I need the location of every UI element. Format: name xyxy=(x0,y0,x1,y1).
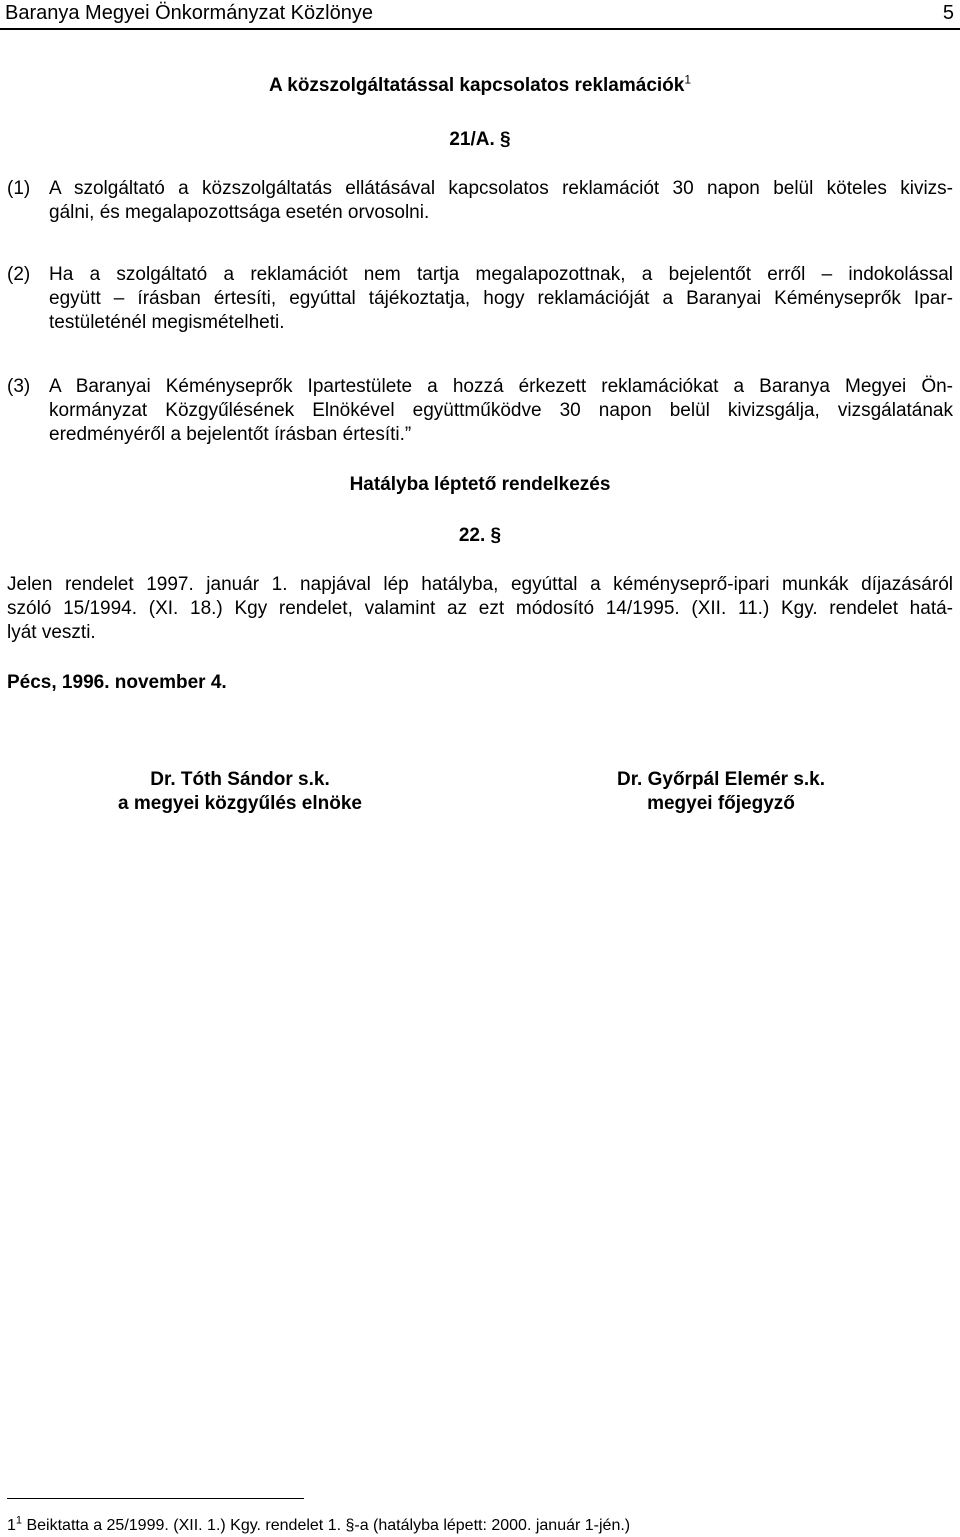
signature-chairman xyxy=(60,768,420,816)
place-date: Pécs, 1996. november 4. xyxy=(7,672,227,693)
footnote-text: Beiktatta a 25/1999. (XII. 1.) Kgy. rendelet 1. §-a (hatályba lépett: 2000. január 1-jén.) xyxy=(26,1517,631,1534)
footnote-sup: 1 xyxy=(15,1514,23,1527)
paragraph-line: együtt – írásban értesíti, egyúttal tájékoztatja, hogy reklamációját a Baranyai Kéményseprők Ipar- xyxy=(49,288,953,309)
paragraph-number: (2) xyxy=(7,264,31,285)
footnote-reference[interactable]: 1 xyxy=(684,72,692,87)
paragraph-line: Jelen rendelet 1997. január 1. napjával lép hatályba, egyúttal a kéményseprő-ipari munkák díjazásáról xyxy=(7,574,953,595)
paragraph-id-21a: 21/A. § xyxy=(449,129,511,150)
publication-title: Baranya Megyei Önkormányzat Közlönye xyxy=(5,2,373,24)
paragraph-line: A szolgáltató a közszolgáltatás ellátásával kapcsolatos reklamációt 30 napon belül köteles kivizs- xyxy=(49,178,953,199)
effective-heading: Hatályba léptető rendelkezés xyxy=(349,474,611,495)
signatory-name: Dr. Tóth Sándor s.k. xyxy=(150,769,330,790)
paragraph-line: Ha a szolgáltató a reklamációt nem tartja megalapozottnak, a bejelentőt erről – indokolással xyxy=(49,264,953,285)
paragraph-line: A Baranyai Kéményseprők Ipartestülete a hozzá érkezett reklamációkat a Baranya Megyei Ön- xyxy=(49,376,953,397)
section-title-text: A közszolgáltatással kapcsolatos reklamációk xyxy=(268,75,685,96)
effective-paragraph xyxy=(7,573,953,645)
footnote-separator xyxy=(7,1498,304,1499)
paragraph-line: testületénél megismételheti. xyxy=(49,312,285,333)
paragraph-line: lyát veszti. xyxy=(7,622,96,643)
paragraph-2 xyxy=(7,263,953,335)
paragraph-line: gálni, és megalapozottsága esetén orvosolni. xyxy=(49,202,430,223)
footnote xyxy=(7,1516,630,1536)
paragraph-number: (1) xyxy=(7,178,31,199)
page-header xyxy=(0,0,960,30)
page-number: 5 xyxy=(942,2,954,24)
paragraph-1 xyxy=(7,177,953,225)
paragraph-line: kormányzat Közgyűlésének Elnökével együttműködve 30 napon belül kivizsgálja, vizsgálatának xyxy=(49,400,953,421)
footnote-marker: 1 xyxy=(7,1517,16,1534)
paragraph-number: (3) xyxy=(7,376,31,397)
paragraph-id-22: 22. § xyxy=(458,525,502,546)
signatory-title: megyei főjegyző xyxy=(647,793,795,814)
signatory-title: a megyei közgyűlés elnöke xyxy=(118,793,362,814)
signature-notary xyxy=(541,768,901,816)
paragraph-line: szóló 15/1994. (XI. 18.) Kgy rendelet, valamint az ezt módosító 14/1995. (XII. 11.) Kgy. rendelet hatá- xyxy=(7,598,953,619)
signatory-name: Dr. Győrpál Elemér s.k. xyxy=(616,769,826,790)
section-title xyxy=(0,74,960,98)
paragraph-line: eredményéről a bejelentőt írásban értesíti.” xyxy=(49,424,412,445)
paragraph-3 xyxy=(7,375,953,447)
